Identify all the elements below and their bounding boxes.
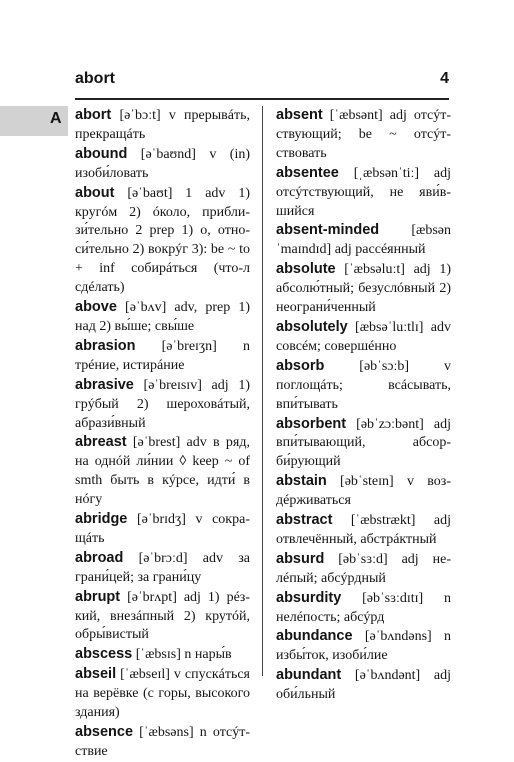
dictionary-entry: [276, 260, 451, 318]
entry-headword: absolutely: [276, 318, 348, 335]
entry-definition: [ˈæbsɪs] n нары́в: [132, 647, 232, 663]
dictionary-entry: [75, 723, 250, 762]
dictionary-entry: [276, 589, 451, 628]
entry-headword: abreast: [75, 434, 127, 451]
dictionary-entry: [276, 318, 451, 357]
dictionary-entry: [75, 106, 250, 145]
dictionary-entry: [276, 357, 451, 415]
entry-headword: abundant: [276, 667, 342, 684]
dictionary-entry: [75, 298, 250, 337]
dictionary-entry: [75, 549, 250, 588]
entry-headword: about: [75, 184, 115, 201]
dictionary-entry: [75, 184, 250, 298]
entry-headword: absentee: [276, 164, 339, 181]
entry-definition: [æbsənˈmaɪndɪd] adj рассéянный: [276, 223, 451, 258]
entry-headword: above: [75, 299, 117, 316]
entry-headword: abscess: [75, 646, 133, 663]
entry-headword: absolute: [276, 261, 336, 278]
entry-headword: absent-minded: [276, 222, 380, 239]
entry-definition: [əbˈsɔːb] v поглощáть; всáсывать, впи́тывать: [276, 358, 451, 412]
right-column: [276, 106, 451, 705]
dictionary-entry: [276, 666, 451, 705]
dictionary-entry: [75, 665, 250, 723]
dictionary-entry: [75, 510, 250, 549]
entry-definition: [ˈæbseɪl] v спускáться на верёвке (с горы, высокого здания): [75, 667, 250, 721]
dictionary-entry: [276, 550, 451, 589]
entry-headword: abstain: [276, 473, 327, 490]
entry-definition: [əˈbɔːt] v прерывáть, прекращáть: [75, 108, 250, 142]
entry-headword: absurdity: [276, 589, 342, 606]
entry-definition: [əbˈzɔːbənt] adj впи́тывающий, абсорби́рующий: [276, 416, 451, 470]
dictionary-entry: [75, 433, 250, 510]
letter-tab-label: A: [50, 110, 62, 127]
entry-headword: absorb: [276, 357, 325, 374]
entry-definition: [əˈbreɪʒn] n трéние, истирáние: [75, 338, 250, 373]
entry-definition: [əˈbaʊt] 1 adv 1) кругóм 2) óколо, приблизи́тельно 2 prep 1) о, относи́тельно 2) вокрýг 3): be ~ to + inf собирáться (что-л сдéлать): [75, 185, 250, 296]
letter-thumb-tab: [0, 106, 68, 136]
dictionary-entry: [276, 164, 451, 222]
dictionary-entry: [75, 645, 250, 665]
dictionary-entry: [276, 415, 451, 473]
dictionary-entry: [276, 511, 451, 550]
column-divider: [262, 106, 263, 676]
entry-definition: [əˈbrest] adv в ряд, на однóй ли́нии ◊ keep ~ of smth быть в кýрсе, идти́ в нóгу: [75, 435, 250, 508]
entry-headword: abound: [75, 145, 128, 162]
entry-headword: abroad: [75, 549, 124, 566]
entry-definition: [ˈæbsənt] adj отсýтствующий; be ~ отсýтствовать: [276, 108, 451, 161]
entry-definition: [ˈæbsəluːt] adj 1) абсолю́тный; безуслóвный 2) неограни́ченный: [276, 262, 451, 316]
entry-headword: abort: [75, 107, 112, 123]
header-rule: [75, 98, 449, 100]
dictionary-entry: [75, 588, 250, 646]
entry-definition: [əˈbreɪsɪv] adj 1) грýбый 2) шероховáтый, абрази́вный: [75, 377, 250, 431]
entry-definition: [ˌæbsənˈtiː] adj отсýтствующий, не яви́вшийся: [276, 165, 451, 219]
entry-headword: absurd: [276, 550, 325, 567]
entry-headword: absence: [75, 724, 134, 740]
entry-headword: absent: [276, 107, 323, 123]
entry-definition: [əˈbrʌpt] adj 1) рéзкий, внезáпный 2) крутóй, обры́вистый: [75, 589, 250, 643]
dictionary-entry: [75, 376, 250, 434]
entry-definition: [æbsəˈluːtlɪ] adv совсéм; совершéнно: [276, 319, 451, 354]
entry-definition: [əbˈsteɪn] v воздéрживаться: [276, 474, 451, 509]
entry-headword: abrasive: [75, 376, 134, 393]
entry-headword: abundance: [276, 628, 353, 645]
dictionary-entry: [276, 106, 451, 164]
dictionary-entry: [75, 337, 250, 376]
dictionary-entry: [276, 472, 451, 511]
dictionary-entry: [276, 627, 451, 666]
entry-headword: abrasion: [75, 337, 136, 354]
entry-definition: [əˈbaʊnd] v (in) изоби́ловать: [75, 146, 250, 181]
entry-definition: [ˈæbsəns] n отсýтствие: [75, 725, 250, 759]
entry-headword: abridge: [75, 511, 128, 528]
page-number: 4: [440, 70, 449, 87]
entry-headword: absorbent: [276, 415, 347, 432]
entry-definition: [əˈbʌndəns] n избы́ток, изоби́лие: [276, 629, 451, 664]
entry-definition: [əbˈsɜːdɪtɪ] n нелéпость; абсýрд: [276, 590, 451, 625]
entry-definition: [əˈbrɪdʒ] v сокращáть: [75, 512, 250, 546]
entry-definition: [əˈbʌndənt] adj оби́льный: [276, 668, 451, 703]
entry-definition: [əˈbrɔːd] adv за грани́цей; за грани́цу: [75, 550, 250, 585]
entry-headword: abstract: [276, 512, 333, 529]
entry-definition: [ˈæbstrækt] adj отвлечённый, абстрáктный: [276, 513, 451, 547]
entry-headword: abrupt: [75, 588, 121, 605]
running-head-word: abort: [75, 70, 115, 87]
dictionary-entry: [276, 221, 451, 260]
dictionary-entry: [75, 145, 250, 184]
entry-definition: [əbˈsɜːd] adj нелéпый; абсýрдный: [276, 551, 451, 586]
entry-definition: [əˈbʌv] adv, prep 1) над 2) вы́ше; свы́ше: [75, 300, 250, 334]
entry-headword: abseil: [75, 666, 117, 683]
left-column: [75, 106, 250, 762]
